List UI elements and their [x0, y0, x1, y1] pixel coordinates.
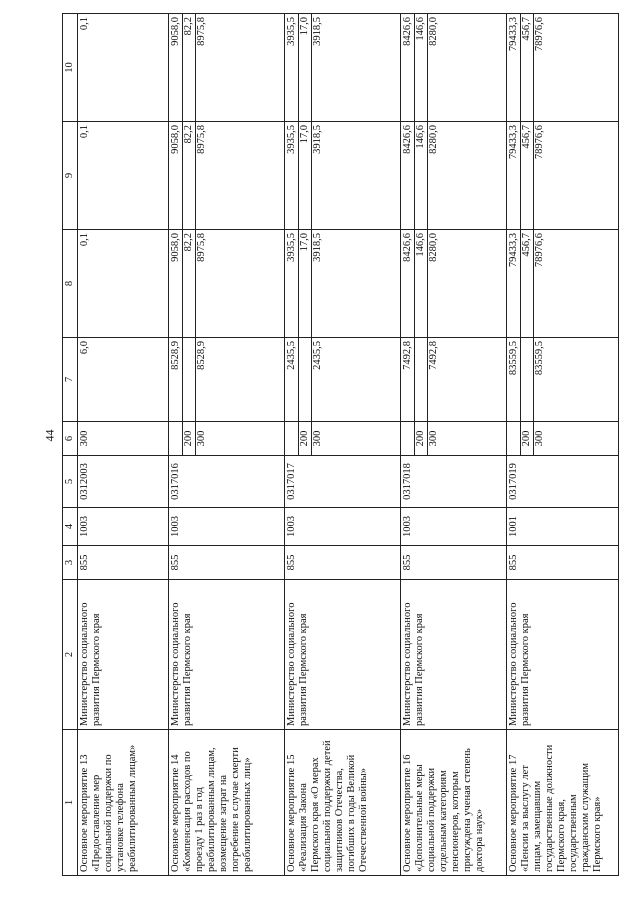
cell-activity: Основное мероприятие 14 «Компенсация расходов по проезду 1 раз в год реабилитированным лицам, возмещение затрат на погребение в случае смерти реабилитированных лиц»	[169, 730, 285, 876]
subcell-c6: 200	[298, 422, 311, 455]
subcell-c6: 300	[79, 430, 90, 447]
cell-c6	[401, 422, 507, 456]
subcell-c8: 82,2	[182, 230, 195, 337]
subcell-c9: 146,6	[414, 122, 427, 229]
page-number: 44	[42, 429, 57, 442]
subcell-c10: 79433,3	[508, 17, 520, 52]
subcell-c9: 78976,6	[533, 122, 546, 229]
subcell-c9: 17,0	[298, 122, 311, 229]
subcell-c10: 8975,8	[195, 14, 208, 121]
header-row	[63, 14, 78, 876]
subcell-c10: 146,6	[414, 14, 427, 121]
header-col-1: 1	[63, 730, 78, 876]
cell-grbs: 855	[78, 546, 169, 580]
cell-grbs: 855	[169, 546, 285, 580]
cell-c7	[285, 338, 401, 422]
subcell-c10: 8426,6	[402, 17, 414, 46]
subcell-c9: 8280,0	[427, 122, 440, 229]
cell-c6	[285, 422, 401, 456]
cell-c7	[169, 338, 285, 422]
cell-responsible: Министерство социального развития Пермского края	[169, 580, 285, 730]
header-col-10: 10	[63, 14, 78, 122]
subcell-c10: 0,1	[79, 17, 90, 31]
cell-c9	[169, 122, 285, 230]
header-col-9: 9	[63, 122, 78, 230]
table-row	[285, 14, 401, 876]
subcell-c7: 83559,5	[508, 341, 520, 376]
subcell-c6: 200	[520, 422, 533, 455]
table-row	[78, 14, 169, 876]
cell-responsible: Министерство социального развития Пермского края	[507, 580, 619, 730]
subcell-c9: 9058,0	[170, 125, 182, 154]
subcell-c9: 0,1	[79, 125, 90, 139]
subcell-c8: 3918,5	[311, 230, 324, 337]
cell-grbs: 855	[507, 546, 619, 580]
subcell-c7	[520, 338, 533, 421]
cell-c7	[78, 338, 169, 422]
subcell-c8: 0,1	[79, 233, 90, 247]
cell-target-article: 0312003	[78, 456, 169, 508]
subcell-c6: 300	[311, 422, 324, 455]
subcell-c7	[182, 338, 195, 421]
subcell-c7	[298, 338, 311, 421]
subcell-c10: 82,2	[182, 14, 195, 121]
subcell-c6: 300	[427, 422, 440, 455]
subcell-c8: 146,6	[414, 230, 427, 337]
cell-section: 1003	[401, 508, 507, 546]
subcell-c8: 78976,6	[533, 230, 546, 337]
cell-section: 1003	[285, 508, 401, 546]
subcell-c6: 300	[533, 422, 546, 455]
cell-section: 1001	[507, 508, 619, 546]
table-row	[169, 14, 285, 876]
cell-activity: Основное мероприятие 13 «Предоставление мер социальной поддержки по установке телефона реабилитированным лицам»	[78, 730, 169, 876]
subcell-c6: 200	[414, 422, 427, 455]
table-row	[507, 14, 619, 876]
subcell-c10: 456,7	[520, 14, 533, 121]
subcell-c8: 17,0	[298, 230, 311, 337]
cell-c8	[507, 230, 619, 338]
subcell-c6	[508, 425, 520, 452]
subcell-c7: 2435,5	[311, 338, 324, 421]
cell-c10	[169, 14, 285, 122]
cell-responsible: Министерство социального развития Пермского края	[285, 580, 401, 730]
header-col-2: 2	[63, 580, 78, 730]
header-col-5: 5	[63, 456, 78, 508]
cell-c8	[401, 230, 507, 338]
subcell-c9: 8975,8	[195, 122, 208, 229]
cell-c8	[285, 230, 401, 338]
cell-c9	[507, 122, 619, 230]
cell-target-article: 0317016	[169, 456, 285, 508]
subcell-c7: 8528,9	[195, 338, 208, 421]
subcell-c9: 456,7	[520, 122, 533, 229]
cell-c6	[78, 422, 169, 456]
subcell-c9: 8426,6	[402, 125, 414, 154]
subcell-c10: 3918,5	[311, 14, 324, 121]
subcell-c7: 2435,5	[286, 341, 298, 370]
subcell-c9: 3918,5	[311, 122, 324, 229]
cell-activity: Основное мероприятие 15 «Реализация Закона Пермского края «О мерах социальной поддержки детей защитников Отечества, погибших в годы Великой Отечественной войны»	[285, 730, 401, 876]
header-col-4: 4	[63, 508, 78, 546]
cell-c6	[169, 422, 285, 456]
subcell-c8: 79433,3	[508, 233, 520, 268]
subcell-c6	[170, 425, 182, 452]
subcell-c9: 3935,5	[286, 125, 298, 154]
rotated-page	[62, 14, 619, 876]
subcell-c8: 8280,0	[427, 230, 440, 337]
cell-c7	[401, 338, 507, 422]
table-row	[401, 14, 507, 876]
header-col-8: 8	[63, 230, 78, 338]
subcell-c9: 82,2	[182, 122, 195, 229]
cell-c8	[78, 230, 169, 338]
subcell-c8: 8426,6	[402, 233, 414, 262]
cell-target-article: 0317019	[507, 456, 619, 508]
subcell-c7: 83559,5	[533, 338, 546, 421]
cell-section: 1003	[78, 508, 169, 546]
cell-c10	[285, 14, 401, 122]
cell-section: 1003	[169, 508, 285, 546]
rotated-table-container	[62, 14, 619, 876]
cell-target-article: 0317017	[285, 456, 401, 508]
subcell-c8: 9058,0	[170, 233, 182, 262]
cell-c10	[507, 14, 619, 122]
subcell-c10: 78976,6	[533, 14, 546, 121]
cell-c8	[169, 230, 285, 338]
subcell-c9: 79433,3	[508, 125, 520, 160]
cell-c10	[78, 14, 169, 122]
cell-c10	[401, 14, 507, 122]
subcell-c8: 3935,5	[286, 233, 298, 262]
subcell-c6	[402, 425, 414, 452]
cell-c6	[507, 422, 619, 456]
cell-responsible: Министерство социального развития Пермского края	[401, 580, 507, 730]
subcell-c10: 9058,0	[170, 17, 182, 46]
cell-target-article: 0317018	[401, 456, 507, 508]
subcell-c7: 7492,8	[402, 341, 414, 370]
cell-grbs: 855	[285, 546, 401, 580]
cell-c7	[507, 338, 619, 422]
cell-grbs: 855	[401, 546, 507, 580]
header-col-7: 7	[63, 338, 78, 422]
header-col-6: 6	[63, 422, 78, 456]
header-col-3: 3	[63, 546, 78, 580]
subcell-c7	[414, 338, 427, 421]
subcell-c6	[286, 425, 298, 452]
subcell-c10: 17,0	[298, 14, 311, 121]
cell-c9	[401, 122, 507, 230]
subcell-c10: 8280,0	[427, 14, 440, 121]
subcell-c6: 200	[182, 422, 195, 455]
subcell-c10: 3935,5	[286, 17, 298, 46]
subcell-c8: 8975,8	[195, 230, 208, 337]
program-table	[62, 13, 619, 876]
subcell-c7: 6,0	[79, 341, 90, 355]
subcell-c6: 300	[195, 422, 208, 455]
subcell-c8: 456,7	[520, 230, 533, 337]
cell-activity: Основное мероприятие 17 «Пенсии за выслугу лет лицам, замещавшим государственные должности Пермского края, государственным гражданским служащим Пермского края»	[507, 730, 619, 876]
cell-responsible: Министерство социального развития Пермского края	[78, 580, 169, 730]
cell-c9	[285, 122, 401, 230]
subcell-c7: 8528,9	[170, 341, 182, 370]
subcell-c7: 7492,8	[427, 338, 440, 421]
cell-c9	[78, 122, 169, 230]
cell-activity: Основное мероприятие 16 «Дополнительные меры социальной поддержки отдельным категориям пенсионеров, которым присуждена ученая степень доктора наук»	[401, 730, 507, 876]
